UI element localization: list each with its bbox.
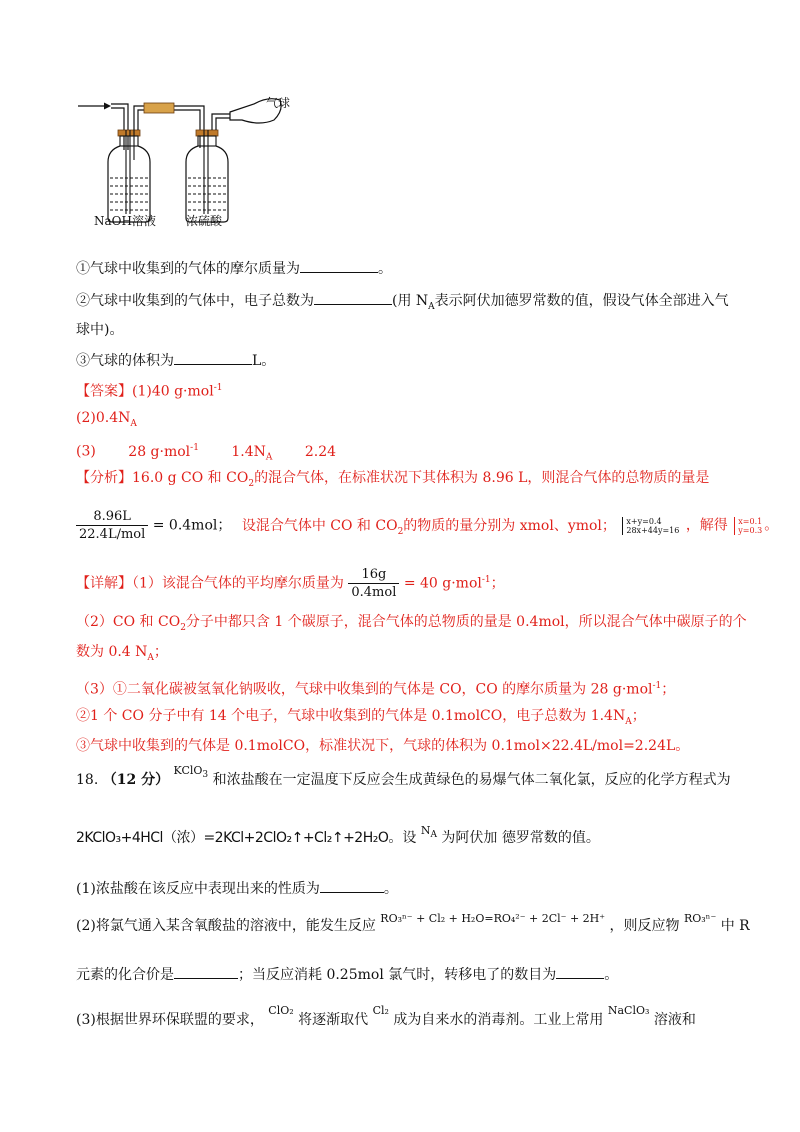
q18-sub3: (3)根据世界环保联盟的要求， $^{ClO_2}$ 将逐渐取代 $^{Cl_2}$ 成为自来水的消毒剂。工业上常用 $^{NaClO_3}$ 溶液和 bbox=[76, 1004, 696, 1028]
balloon-label: 气球 bbox=[266, 96, 291, 110]
question-2-cont: 球中)。 bbox=[76, 322, 124, 338]
question-1: ①气球中收集到的气体的摩尔质量为 。 bbox=[76, 258, 392, 279]
detail-line-3: 数为 0.4 $N_A$； bbox=[76, 644, 168, 663]
answer-line-1: 【答案】(1)40 g·mol$^{-1}$ bbox=[76, 383, 223, 400]
gas-apparatus-diagram bbox=[70, 90, 310, 230]
acid-label: 浓硫酸 bbox=[186, 214, 223, 228]
naoh-label: NaOH溶液 bbox=[94, 214, 156, 228]
question-3: ③气球的体积为 L。 bbox=[76, 350, 275, 371]
q18-sub2: (2)将氯气通入某含氧酸盐的溶液中，能发生反应 $^{RO_3^{n-} + Cl_2 + H_2O=RO_4^{2-} + 2Cl^- + 2H^+}$ ，则反应物 $^{RO_3^{n-}}$ 中 R bbox=[76, 912, 750, 934]
analysis-line-2: $\frac{8.96L}{\text{22.4L/mol}}$ = 0.4mol； 设混合气体中 CO 和 $CO_2$的物质的量分别为 xmol、ymol； x+y=0.4 28x+44y=16 ，解得 x=0.1 y=0.3 。 bbox=[76, 508, 778, 543]
analysis-line-1: 【分析】16.0 g CO 和 $CO_2$的混合气体，在标准状况下其体积为 8.96 L，则混合气体的总物质的量是 bbox=[76, 470, 710, 489]
question-2: ②气球中收集到的气体中，电子总数为 (用 $N_A$表示阿伏加德罗常数的值，假设气体全部进入气 bbox=[76, 290, 729, 317]
detail-line-2: （2）CO 和 $CO_2$分子中都只含 1 个碳原子，混合气体的总物质的量是 0.4mol，所以混合气体中碳原子的个 bbox=[76, 614, 747, 633]
answer-line-2: $(2)0.4N_A$ bbox=[76, 410, 137, 429]
q18-sub1: (1)浓盐酸在该反应中表现出来的性质为 。 bbox=[76, 878, 398, 899]
detail-line-5: ②1 个 CO 分子中有 14 个电子，气球中收集到的气体是 0.1molCO，电子总数为 $1.4N_A$； bbox=[76, 708, 646, 727]
q18-sub2-cont: 元素的化合价是 ；当反应消耗 0.25mol 氯气时，转移电了的数目为 。 bbox=[76, 964, 618, 985]
detail-line-4: （3）①二氧化碳被氢氧化钠吸收，气球中收集到的气体是 CO，CO 的摩尔质量为 28 g·mol$^{-1}$； bbox=[76, 681, 676, 698]
q18-header: 18. （12 分） $^{KClO_3}$ 和浓盐酸在一定温度下反应会生成黄绿色的易爆气体二氧化氯，反应的化学方程式为 bbox=[76, 764, 731, 788]
answer-line-3: (3) 28 g·mol$^{-1}$ $1.4N_A$ 2.24 bbox=[76, 443, 337, 463]
q18-equation-line: 2KClO₃+4HCl（浓）=2KCl+2ClO₂↑+Cl₂↑+2H₂O。设 $^{N_A}$ 为阿伏加 德罗常数的值。 bbox=[76, 824, 600, 846]
detail-line-6: ③气球中收集到的气体是 0.1molCO，标准状况下，气球的体积为 0.1mol×22.4L/mol=2.24L。 bbox=[76, 738, 690, 754]
detail-line-1: 【详解】（1）该混合气体的平均摩尔质量为 $\frac{16g}{\text{0.4mol}}$ = 40 g·mol$^{-1}$； bbox=[76, 567, 505, 600]
